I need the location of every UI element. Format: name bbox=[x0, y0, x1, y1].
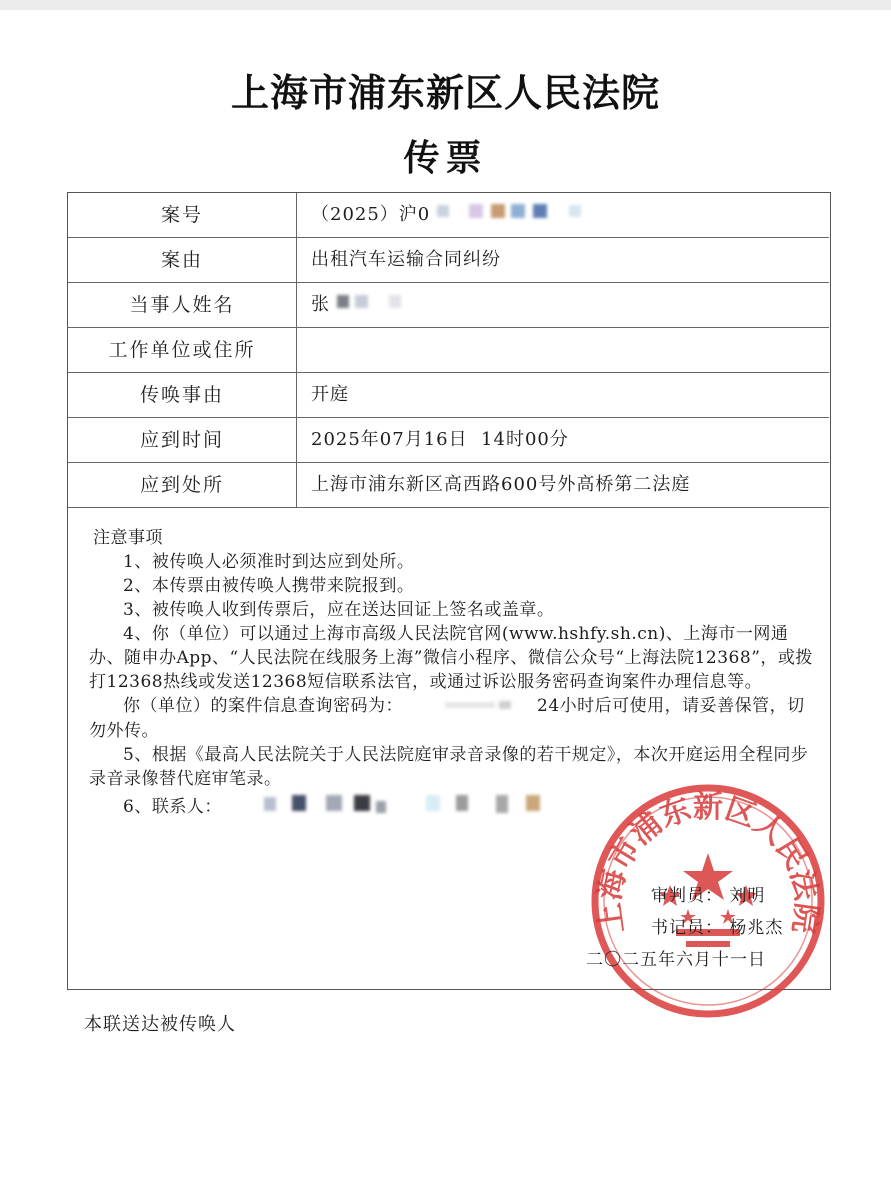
footer-note: 本联送达被传唤人 bbox=[84, 1014, 236, 1035]
party-name-value: 张 bbox=[311, 283, 407, 327]
row-summons-reason bbox=[68, 373, 829, 418]
address-label: 工作单位或住所 bbox=[68, 328, 297, 372]
appearance-place-value: 上海市浦东新区高西路600号外高桥第二法庭 bbox=[311, 474, 691, 495]
case-number-label: 案号 bbox=[68, 193, 297, 237]
judge-signature: 审判员： 刘明 bbox=[651, 886, 766, 906]
clerk-signature: 书记员： 杨兆杰 bbox=[651, 918, 784, 938]
notes-section bbox=[89, 526, 814, 824]
scan-top-edge bbox=[0, 0, 891, 10]
appearance-time-label: 应到时间 bbox=[68, 418, 297, 462]
seal-text: 上海市浦东新区人民法院 bbox=[592, 789, 824, 936]
note-password: 你（单位）的案件信息查询密码为： 24小时后可使用，请妥善保管，切勿外传。 bbox=[89, 696, 805, 741]
redaction-mosaic bbox=[222, 791, 556, 824]
redaction-mosaic bbox=[403, 695, 537, 719]
row-party-name bbox=[68, 283, 829, 328]
issue-date: 二〇二五年六月十一日 bbox=[586, 950, 766, 970]
cause-value: 出租汽车运输合同纠纷 bbox=[311, 249, 501, 270]
note-6: 6、联系人： bbox=[89, 791, 814, 824]
notes-heading: 注意事项 bbox=[93, 528, 163, 548]
redaction-mosaic bbox=[337, 283, 407, 327]
note-3: 3、被传唤人收到传票后，应在送达回证上签名或盖章。 bbox=[123, 600, 555, 620]
party-name-label: 当事人姓名 bbox=[68, 283, 297, 327]
row-appearance-time bbox=[68, 418, 829, 463]
summons-form bbox=[67, 192, 831, 990]
summons-reason-value: 开庭 bbox=[311, 384, 349, 405]
row-appearance-place bbox=[68, 463, 829, 508]
appearance-time-value: 2025年07月16日 14时00分 bbox=[311, 429, 569, 450]
summons-reason-label: 传唤事由 bbox=[68, 373, 297, 417]
court-name: 上海市浦东新区人民法院 bbox=[230, 71, 660, 115]
redaction-mosaic bbox=[437, 193, 587, 237]
note-5: 5、根据《最高人民法院关于人民法院庭审录音录像的若干规定》，本次开庭运用全程同步录音录像替代庭审笔录。 bbox=[89, 744, 809, 789]
document-type: 传票 bbox=[403, 138, 488, 179]
row-case-number bbox=[68, 193, 829, 238]
row-cause bbox=[68, 238, 829, 283]
note-1: 1、被传唤人必须准时到达应到处所。 bbox=[123, 552, 415, 572]
note-4: 4、你（单位）可以通过上海市高级人民法院官网(www.hshfy.sh.cn)、上海市一网通办、随申办App、“人民法院在线服务上海”微信小程序、微信公众号“上海法院12368”，或拨打12368热线或发送12368短信联系法官，或通过诉讼服务密码查询案件办理信息等。 bbox=[89, 624, 813, 692]
case-number-value: （2025）沪0 bbox=[311, 193, 587, 237]
row-address bbox=[68, 328, 829, 373]
cause-label: 案由 bbox=[68, 238, 297, 282]
note-2: 2、本传票由被传唤人携带来院报到。 bbox=[123, 576, 415, 596]
appearance-place-label: 应到处所 bbox=[68, 463, 297, 507]
